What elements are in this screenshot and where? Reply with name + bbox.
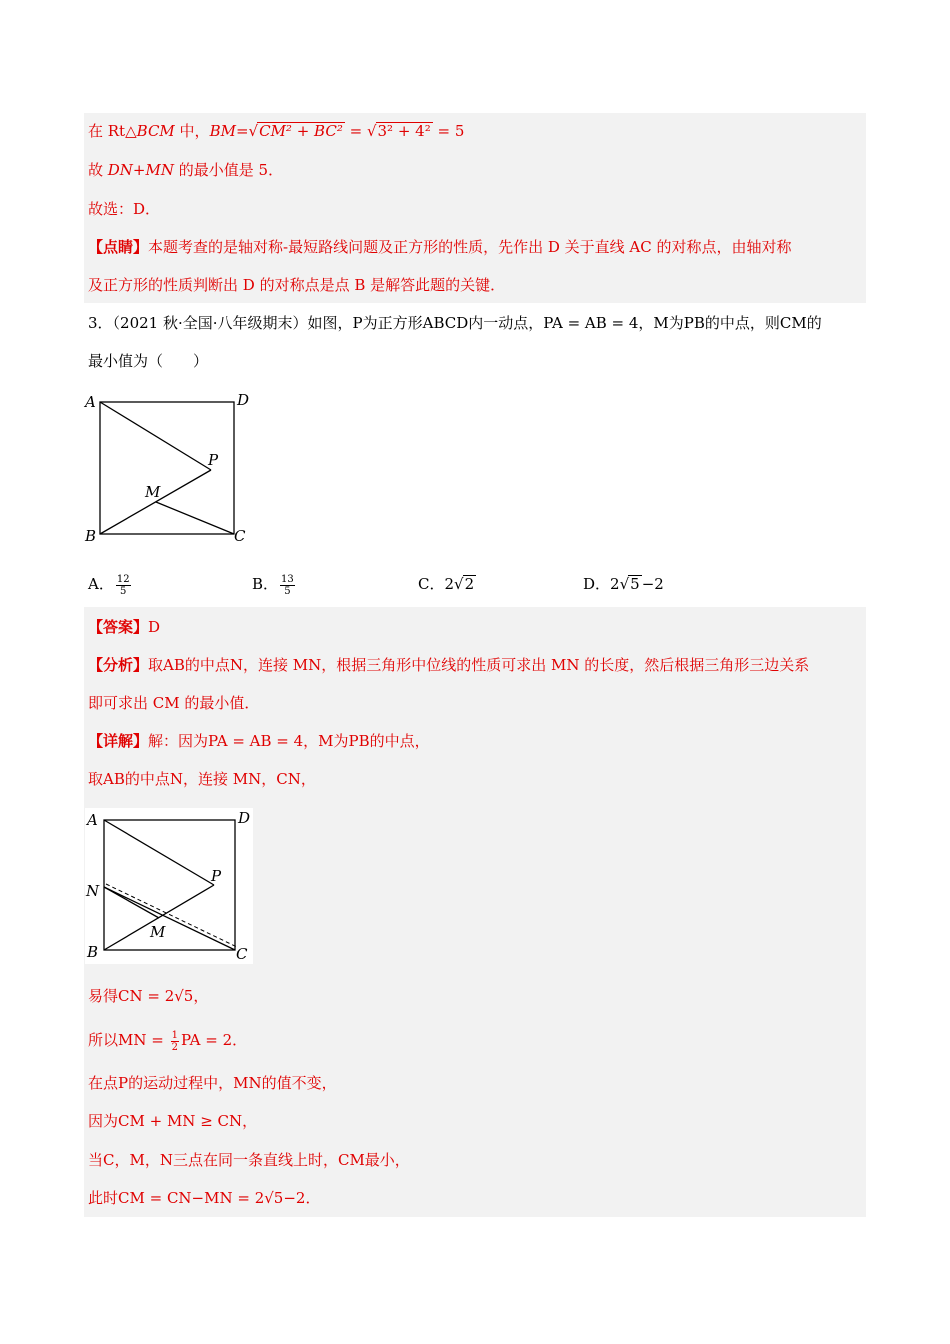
option-a — [88, 572, 133, 597]
mn-prefix: 所以MN = — [88, 1031, 169, 1049]
segment-ap — [100, 402, 211, 470]
option-d — [583, 572, 664, 596]
prev-solution-line-2 — [88, 160, 283, 180]
radicand-1: CM² + BC² — [259, 122, 343, 140]
inequality-line: 因为CM + MN ≥ CN， — [88, 1112, 258, 1130]
result-5: = 5 — [432, 122, 465, 140]
option-d-tail: −2 — [641, 575, 664, 593]
question-number: 3． — [88, 314, 113, 332]
detail-text-1: 解：因为PA = AB = 4，M为PB的中点， — [148, 732, 430, 750]
text-mid: 中， — [174, 122, 210, 140]
option-d-sqrt-sign: √ — [619, 575, 630, 593]
option-a-denominator: 5 — [120, 585, 127, 597]
collinear-line: 当C，M，N三点在同一条直线上时，CM最小， — [88, 1151, 410, 1169]
option-b — [252, 572, 297, 597]
label-c: C — [234, 527, 246, 545]
answer-value: D — [148, 618, 161, 636]
option-c-coef: 2 — [444, 575, 455, 593]
option-b-fraction — [280, 574, 295, 597]
segment-mc — [156, 502, 234, 534]
option-c — [418, 572, 476, 596]
comment-line-1 — [88, 237, 792, 257]
figure-square-abcd — [80, 388, 260, 550]
text-rt: 在 Rt△ — [88, 122, 137, 140]
option-d-radicand: 5 — [630, 575, 640, 593]
label-b-2: B — [87, 943, 99, 961]
detail-line-2: 取AB的中点N，连接 MN，CN， — [88, 770, 316, 788]
sqrt-sign: √ — [248, 122, 259, 140]
question-source: （2021 秋·全国·八年级期末） — [112, 314, 308, 332]
figure-2-background — [85, 808, 253, 964]
answer-line — [88, 617, 160, 637]
comment-text-1: 本题考查的是轴对称-最短路线问题及正方形的性质，先作出 D 关于直线 AC 的对称点，由轴对称 — [148, 238, 792, 256]
option-d-coef: 2 — [610, 575, 620, 593]
option-a-label: A． — [88, 575, 114, 593]
label-d: D — [237, 391, 250, 409]
label-p-2: P — [211, 867, 222, 885]
option-c-radicand: 2 — [464, 575, 475, 593]
prev-solution-line-3: 故选：D． — [88, 200, 161, 218]
mn-numerator: 1 — [171, 1029, 178, 1041]
mn-tail: PA = 2． — [180, 1031, 248, 1049]
prev-solution-line-1 — [88, 121, 464, 141]
label-p: P — [208, 451, 219, 469]
text-gu: 故 — [88, 161, 108, 179]
mn-denominator: 2 — [171, 1041, 178, 1053]
radicand-2: 3² + 4² — [377, 122, 431, 140]
label-d-2: D — [238, 809, 251, 827]
label-a: A — [85, 393, 96, 411]
label-a-2: A — [87, 811, 98, 829]
question-text-1: 如图，P为正方形ABCD内一动点，PA = AB = 4，M为PB的中点，则CM的 — [307, 314, 822, 332]
option-b-numerator: 13 — [281, 573, 294, 585]
dn-mn-expr: DN+MN — [107, 161, 174, 179]
analysis-tag: 【分析】 — [88, 656, 149, 674]
detail-line-1 — [88, 731, 430, 751]
bm-symbol: BM — [209, 122, 236, 140]
segment-pb — [100, 470, 211, 534]
analysis-line-2: 即可求出 CM 的最小值． — [88, 694, 260, 712]
option-c-label: C． — [418, 575, 445, 593]
option-a-fraction — [116, 574, 131, 597]
option-b-label: B． — [252, 575, 279, 593]
label-c-2: C — [236, 945, 248, 963]
analysis-text-1: 取AB的中点N，连接 MN，根据三角形中位线的性质可求出 MN 的长度，然后根据三角形三边关系 — [148, 656, 810, 674]
label-m-2: M — [150, 923, 166, 941]
final-line: 此时CM = CN−MN = 2√5−2． — [88, 1189, 321, 1207]
sqrt-sign-2: √ — [366, 122, 377, 140]
option-c-sqrt-sign: √ — [454, 575, 464, 593]
easy-line: 易得CN = 2√5， — [88, 987, 209, 1005]
option-b-denominator: 5 — [284, 585, 291, 597]
question-line-1 — [88, 313, 822, 333]
text-min-value: 的最小值是 5． — [174, 161, 284, 179]
figure-square-abcd-with-n — [85, 808, 253, 964]
analysis-line-1 — [88, 655, 809, 675]
option-a-numerator: 12 — [116, 573, 130, 585]
mn-line — [88, 1027, 247, 1053]
mn-fraction — [171, 1030, 179, 1053]
label-b: B — [85, 527, 97, 545]
option-d-label: D． — [583, 575, 611, 593]
equals-sign-2: = — [344, 122, 367, 140]
comment-line-2: 及正方形的性质判断出 D 的对称点是点 B 是解答此题的关键． — [88, 276, 506, 294]
triangle-name: BCM — [136, 122, 175, 140]
answer-tag: 【答案】 — [88, 618, 149, 636]
detail-tag: 【详解】 — [88, 732, 149, 750]
comment-tag: 【点睛】 — [88, 238, 149, 256]
label-m: M — [145, 483, 161, 501]
motion-line: 在点P的运动过程中，MN的值不变， — [88, 1074, 337, 1092]
label-n-2: N — [86, 882, 100, 900]
question-line-2: 最小值为（ ） — [88, 352, 209, 370]
equals-sign: = — [235, 122, 249, 140]
